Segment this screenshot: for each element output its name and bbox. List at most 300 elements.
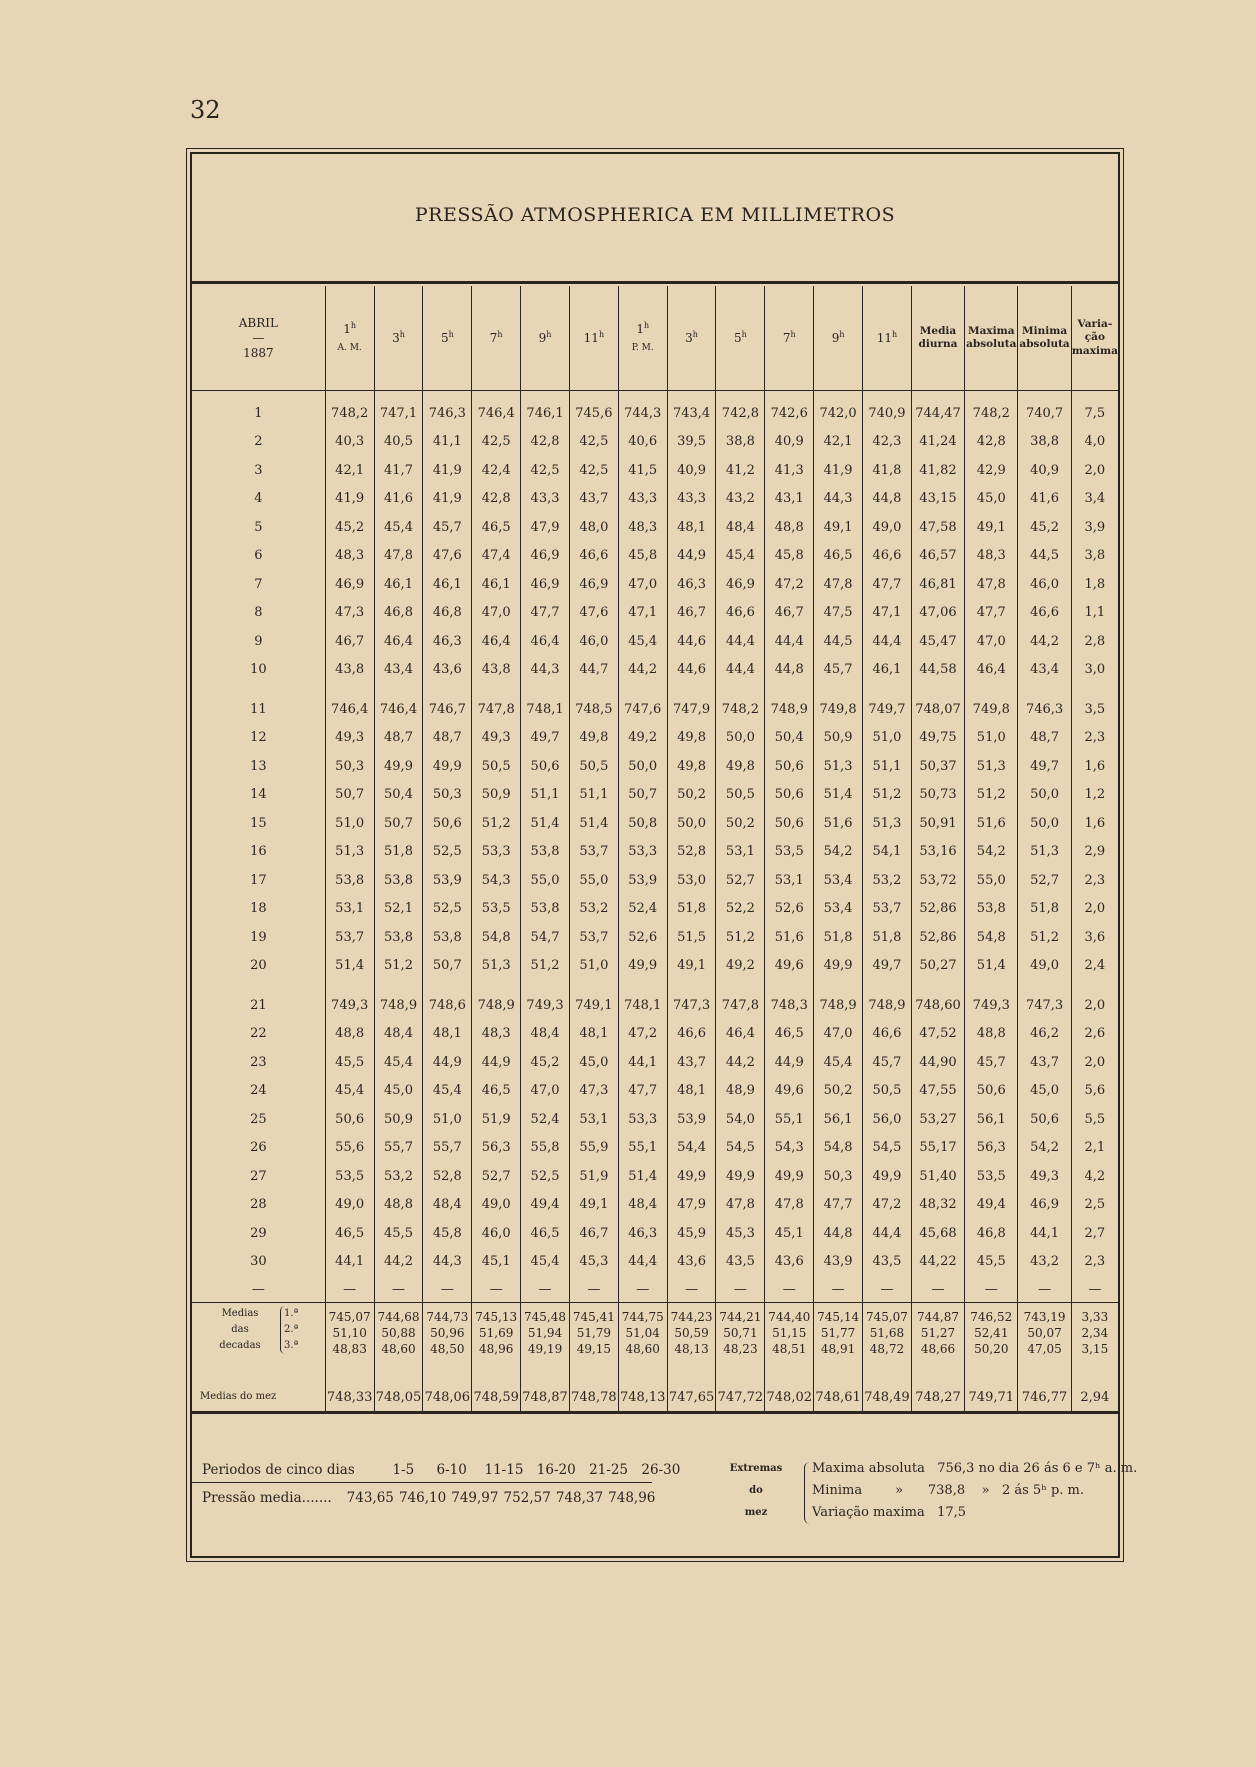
value-cell: 43,3 <box>667 485 716 514</box>
hour-header: 11$^h$ <box>863 286 912 391</box>
value-cell: 47,7 <box>521 599 570 628</box>
value-cell: 46,6 <box>1018 599 1071 628</box>
value-cell: 52,1 <box>374 895 423 924</box>
table-title: PRESSÃO ATMOSPHERICA EM MILLIMETROS <box>414 204 896 226</box>
table-row <box>192 627 1118 656</box>
value-cell: 746,7 <box>423 684 472 724</box>
value-cell: 5,5 <box>1071 1105 1118 1134</box>
decade-value: 744,23 <box>670 1310 713 1324</box>
value-cell: 41,6 <box>374 485 423 514</box>
value-cell: 49,7 <box>521 724 570 753</box>
value-cell: 46,1 <box>423 570 472 599</box>
day-cell: 8 <box>254 605 263 621</box>
value-cell: 52,86 <box>911 895 964 924</box>
value-cell: 45,9 <box>667 1219 716 1248</box>
value-cell: 48,7 <box>423 724 472 753</box>
value-cell: 50,6 <box>325 1105 374 1134</box>
day-cell: 16 <box>250 844 267 860</box>
value-cell: 47,1 <box>863 599 912 628</box>
value-cell: 749,1 <box>569 980 618 1020</box>
value-cell: 41,3 <box>765 456 814 485</box>
value-cell: 46,7 <box>765 599 814 628</box>
value-cell: 50,6 <box>765 752 814 781</box>
value-cell: 56,3 <box>472 1134 521 1163</box>
value-cell: 747,1 <box>374 391 423 428</box>
value-cell: 2,4 <box>1071 952 1118 981</box>
value-cell: 748,9 <box>472 980 521 1020</box>
decade-value: 744,87 <box>917 1310 959 1324</box>
decade-value: 52,41 <box>974 1326 1009 1340</box>
decade-value-cell <box>569 1303 618 1358</box>
table-row <box>192 752 1118 781</box>
value-cell: 44,6 <box>667 656 716 685</box>
value-cell: 50,2 <box>667 781 716 810</box>
value-cell: 46,6 <box>667 1020 716 1049</box>
value-cell: 49,9 <box>618 952 667 981</box>
dash-cell: — <box>618 1276 667 1303</box>
decade-value-cell <box>765 1303 814 1358</box>
value-cell: 47,3 <box>569 1077 618 1106</box>
value-cell: 50,0 <box>1018 781 1071 810</box>
value-cell: 748,6 <box>423 980 472 1020</box>
value-cell: 46,81 <box>911 570 964 599</box>
value-cell: 45,7 <box>863 1048 912 1077</box>
value-cell: 53,3 <box>618 1105 667 1134</box>
day-cell: 2 <box>254 434 263 450</box>
value-cell: 44,9 <box>472 1048 521 1077</box>
month-mean-value: 2,94 <box>1071 1357 1118 1413</box>
value-cell: 52,4 <box>521 1105 570 1134</box>
value-cell: 49,75 <box>911 724 964 753</box>
value-cell: 50,0 <box>1018 809 1071 838</box>
value-cell: 55,0 <box>521 866 570 895</box>
value-cell: 45,3 <box>716 1219 765 1248</box>
value-cell: 51,8 <box>814 923 863 952</box>
value-cell: 47,55 <box>911 1077 964 1106</box>
value-cell: 47,3 <box>325 599 374 628</box>
value-cell: 41,6 <box>1018 485 1071 514</box>
month-mean-value: 748,06 <box>423 1357 472 1413</box>
value-cell: 44,4 <box>863 627 912 656</box>
value-cell: 748,3 <box>765 980 814 1020</box>
decade-value: 48,96 <box>479 1342 514 1356</box>
value-cell: 51,8 <box>1018 895 1071 924</box>
value-cell: 1,6 <box>1071 752 1118 781</box>
decade-value-cell <box>325 1303 374 1358</box>
decade-value: 50,07 <box>1027 1326 1062 1340</box>
value-cell: 53,3 <box>472 838 521 867</box>
decade-value: 745,14 <box>817 1310 860 1324</box>
value-cell: 41,82 <box>911 456 964 485</box>
value-cell: 56,1 <box>814 1105 863 1134</box>
pm-label: P. M. <box>631 343 654 354</box>
value-cell: 49,0 <box>863 513 912 542</box>
value-cell: 44,4 <box>863 1219 912 1248</box>
decade-value: 48,83 <box>332 1342 367 1356</box>
hour-header: 1$^h$ A. M. <box>325 286 374 391</box>
month-mean-value: 748,33 <box>325 1357 374 1413</box>
value-cell: 4,2 <box>1071 1162 1118 1191</box>
value-cell: 49,0 <box>472 1191 521 1220</box>
value-cell: 46,9 <box>521 570 570 599</box>
decade-value-cell <box>863 1303 912 1358</box>
value-cell: 51,2 <box>472 809 521 838</box>
value-cell: 46,1 <box>374 570 423 599</box>
value-cell: 45,0 <box>569 1048 618 1077</box>
value-cell: 49,7 <box>1018 752 1071 781</box>
value-cell: 45,1 <box>765 1219 814 1248</box>
value-cell: 48,1 <box>569 1020 618 1049</box>
value-cell: 53,8 <box>325 866 374 895</box>
value-cell: 46,3 <box>423 627 472 656</box>
value-cell: 748,9 <box>863 980 912 1020</box>
table-row <box>192 838 1118 867</box>
table-row <box>192 684 1118 724</box>
value-cell: 5,6 <box>1071 1077 1118 1106</box>
decade-value: 2,34 <box>1081 1326 1109 1340</box>
value-cell: 52,7 <box>472 1162 521 1191</box>
value-cell: 46,4 <box>716 1020 765 1049</box>
hour-header: 9$^h$ <box>521 286 570 391</box>
value-cell: 44,5 <box>814 627 863 656</box>
value-cell: 746,3 <box>423 391 472 428</box>
period-value: 21-25 <box>589 1462 628 1478</box>
decade-value-cell <box>423 1303 472 1358</box>
value-cell: 51,2 <box>1018 923 1071 952</box>
decade-value: 48,91 <box>820 1342 856 1356</box>
value-cell: 47,2 <box>863 1191 912 1220</box>
decade-value: 48,51 <box>772 1342 807 1356</box>
value-cell: 746,4 <box>472 391 521 428</box>
value-cell: 50,5 <box>716 781 765 810</box>
value-cell: 52,8 <box>423 1162 472 1191</box>
value-cell: 748,1 <box>521 684 570 724</box>
value-cell: 51,1 <box>521 781 570 810</box>
value-cell: 2,0 <box>1071 895 1118 924</box>
dash-cell: — <box>1071 1276 1118 1303</box>
value-cell: 51,2 <box>863 781 912 810</box>
pressure-table <box>192 286 1118 1414</box>
value-cell: 50,27 <box>911 952 964 981</box>
value-cell: 749,3 <box>965 980 1018 1020</box>
variacao-maxima-header: Varia- ção maxima <box>1071 286 1118 391</box>
value-cell: 44,5 <box>1018 542 1071 571</box>
decade-value: 51,10 <box>332 1326 367 1340</box>
value-cell: 44,3 <box>521 656 570 685</box>
value-cell: 45,8 <box>618 542 667 571</box>
value-cell: 45,4 <box>423 1077 472 1106</box>
value-cell: 3,6 <box>1071 923 1118 952</box>
value-cell: 46,5 <box>472 513 521 542</box>
value-cell: 47,8 <box>765 1191 814 1220</box>
value-cell: 748,9 <box>765 684 814 724</box>
decade-value: 746,52 <box>970 1310 1013 1324</box>
extreme-max-line: Maxima absoluta 756,3 no dia 26 ás 6 e 7ʰ a. m. <box>812 1461 1138 1476</box>
value-cell: 50,91 <box>911 809 964 838</box>
value-cell: 742,8 <box>716 391 765 428</box>
value-cell: 45,5 <box>325 1048 374 1077</box>
value-cell: 53,8 <box>374 923 423 952</box>
value-cell: 41,7 <box>374 456 423 485</box>
value-cell: 53,1 <box>325 895 374 924</box>
dash-cell: — <box>521 1276 570 1303</box>
value-cell: 51,0 <box>325 809 374 838</box>
value-cell: 50,6 <box>521 752 570 781</box>
value-cell: 44,3 <box>814 485 863 514</box>
year-label: 1887 <box>243 345 274 360</box>
hour-header: 9$^h$ <box>814 286 863 391</box>
value-cell: 44,4 <box>618 1248 667 1277</box>
value-cell: 53,1 <box>716 838 765 867</box>
value-cell: 2,0 <box>1071 980 1118 1020</box>
value-cell: 48,0 <box>569 513 618 542</box>
value-cell: 47,8 <box>814 570 863 599</box>
value-cell: 45,8 <box>765 542 814 571</box>
value-cell: 747,3 <box>667 980 716 1020</box>
value-cell: 51,3 <box>863 809 912 838</box>
month-mean-value: 748,27 <box>911 1357 964 1413</box>
value-cell: 44,8 <box>863 485 912 514</box>
value-cell: 43,8 <box>325 656 374 685</box>
value-cell: 39,5 <box>667 428 716 457</box>
value-cell: 46,8 <box>423 599 472 628</box>
value-cell: 43,1 <box>765 485 814 514</box>
value-cell: 45,4 <box>521 1248 570 1277</box>
value-cell: 46,0 <box>569 627 618 656</box>
value-cell: 44,6 <box>667 627 716 656</box>
value-cell: 43,15 <box>911 485 964 514</box>
value-cell: 50,7 <box>423 952 472 981</box>
value-cell: 44,90 <box>911 1048 964 1077</box>
value-cell: 47,7 <box>814 1191 863 1220</box>
value-cell: 48,32 <box>911 1191 964 1220</box>
day-cell: 24 <box>250 1083 267 1099</box>
value-cell: 52,4 <box>618 895 667 924</box>
value-cell: 43,5 <box>716 1248 765 1277</box>
value-cell: 53,9 <box>423 866 472 895</box>
value-cell: 748,2 <box>716 684 765 724</box>
minima-absoluta-header: Minima absoluta <box>1018 286 1071 391</box>
value-cell: 51,6 <box>965 809 1018 838</box>
value-cell: 54,8 <box>472 923 521 952</box>
table-row <box>192 1020 1118 1049</box>
value-cell: 38,8 <box>716 428 765 457</box>
dash-cell: — <box>863 1276 912 1303</box>
period-value: 11-15 <box>484 1462 524 1478</box>
value-cell: 53,1 <box>765 866 814 895</box>
value-cell: 51,4 <box>569 809 618 838</box>
value-cell: 49,0 <box>325 1191 374 1220</box>
value-cell: 53,8 <box>423 923 472 952</box>
extremes-label: Extremas do mez <box>729 1463 783 1518</box>
value-cell: 1,8 <box>1071 570 1118 599</box>
day-cell: 12 <box>250 730 267 746</box>
value-cell: 51,4 <box>618 1162 667 1191</box>
value-cell: 48,3 <box>325 542 374 571</box>
value-cell: 55,1 <box>618 1134 667 1163</box>
value-cell: 47,0 <box>965 627 1018 656</box>
value-cell: 51,4 <box>325 952 374 981</box>
table-row <box>192 428 1118 457</box>
value-cell: 46,8 <box>965 1219 1018 1248</box>
value-cell: 54,2 <box>1018 1134 1071 1163</box>
value-cell: 42,1 <box>814 428 863 457</box>
value-cell: 44,1 <box>1018 1219 1071 1248</box>
value-cell: 44,1 <box>325 1248 374 1277</box>
decade-value: 50,59 <box>674 1326 709 1340</box>
decade-value: 744,75 <box>621 1310 664 1324</box>
value-cell: 42,8 <box>965 428 1018 457</box>
value-cell: 2,0 <box>1071 456 1118 485</box>
dash-cell: — <box>716 1276 765 1303</box>
value-cell: 43,5 <box>863 1248 912 1277</box>
value-cell: 43,9 <box>814 1248 863 1277</box>
value-cell: 747,6 <box>618 684 667 724</box>
value-cell: 749,7 <box>863 684 912 724</box>
value-cell: 42,4 <box>472 456 521 485</box>
page-number: 32 <box>190 96 221 124</box>
value-cell: 50,3 <box>423 781 472 810</box>
value-cell: 51,0 <box>863 724 912 753</box>
day-cell: 15 <box>250 815 267 831</box>
decade-value-cell <box>374 1303 423 1358</box>
value-cell: 45,7 <box>814 656 863 685</box>
value-cell: 49,2 <box>618 724 667 753</box>
value-cell: 45,2 <box>521 1048 570 1077</box>
value-cell: 2,3 <box>1071 866 1118 895</box>
value-cell: 50,9 <box>814 724 863 753</box>
value-cell: 46,9 <box>325 570 374 599</box>
value-cell: 44,2 <box>1018 627 1071 656</box>
value-cell: 42,5 <box>472 428 521 457</box>
value-cell: 45,5 <box>374 1219 423 1248</box>
value-cell: 1,6 <box>1071 809 1118 838</box>
mean-pressure-label: Pressão media....... <box>202 1490 332 1506</box>
value-cell: 54,8 <box>814 1134 863 1163</box>
value-cell: 45,4 <box>374 513 423 542</box>
decade-value-cell <box>965 1303 1018 1358</box>
month-mean-value: 746,77 <box>1018 1357 1071 1413</box>
decade-label: Medias das decadas 1.ª 2.ª 3.ª <box>192 1303 325 1358</box>
table-row <box>192 1077 1118 1106</box>
value-cell: 46,9 <box>569 570 618 599</box>
value-cell: 48,4 <box>521 1020 570 1049</box>
value-cell: 55,0 <box>965 866 1018 895</box>
value-cell: 47,06 <box>911 599 964 628</box>
value-cell: 45,0 <box>374 1077 423 1106</box>
value-cell: 42,8 <box>472 485 521 514</box>
value-cell: 54,2 <box>965 838 1018 867</box>
daily-rows <box>192 391 1118 1303</box>
table-row <box>192 809 1118 838</box>
value-cell: 54,4 <box>667 1134 716 1163</box>
value-cell: 53,9 <box>667 1105 716 1134</box>
value-cell: 43,7 <box>667 1048 716 1077</box>
value-cell: 47,0 <box>472 599 521 628</box>
value-cell: 46,0 <box>472 1219 521 1248</box>
value-cell: 45,0 <box>965 485 1018 514</box>
value-cell: 51,2 <box>716 923 765 952</box>
value-cell: 48,4 <box>423 1191 472 1220</box>
value-cell: 45,1 <box>472 1248 521 1277</box>
month-mean-value: 748,59 <box>472 1357 521 1413</box>
value-cell: 51,3 <box>965 752 1018 781</box>
value-cell: 50,6 <box>423 809 472 838</box>
month-mean-value: 748,13 <box>618 1357 667 1413</box>
table-row <box>192 570 1118 599</box>
value-cell: 48,1 <box>423 1020 472 1049</box>
decade-value-cell <box>814 1303 863 1358</box>
periods-row <box>202 1462 685 1478</box>
value-cell: 41,9 <box>814 456 863 485</box>
value-cell: 45,0 <box>1018 1077 1071 1106</box>
value-cell: 44,7 <box>569 656 618 685</box>
decade-value: 744,40 <box>768 1310 811 1324</box>
value-cell: 747,8 <box>716 980 765 1020</box>
value-cell: 47,2 <box>765 570 814 599</box>
value-cell: 2,9 <box>1071 838 1118 867</box>
value-cell: 45,5 <box>965 1248 1018 1277</box>
value-cell: 49,8 <box>667 724 716 753</box>
value-cell: 3,5 <box>1071 684 1118 724</box>
value-cell: 50,0 <box>618 752 667 781</box>
value-cell: 52,7 <box>716 866 765 895</box>
value-cell: 44,58 <box>911 656 964 685</box>
table-row <box>192 599 1118 628</box>
value-cell: 54,3 <box>765 1134 814 1163</box>
value-cell: 47,58 <box>911 513 964 542</box>
decade-value: 745,07 <box>328 1310 371 1324</box>
value-cell: 41,2 <box>716 456 765 485</box>
dash-row <box>192 1276 1118 1303</box>
value-cell: 50,7 <box>325 781 374 810</box>
value-cell: 46,5 <box>325 1219 374 1248</box>
value-cell: 51,2 <box>374 952 423 981</box>
value-cell: 46,2 <box>1018 1020 1071 1049</box>
decade-value: 743,19 <box>1023 1310 1066 1324</box>
dash-cell: — <box>765 1276 814 1303</box>
value-cell: 49,1 <box>965 513 1018 542</box>
value-cell: 48,3 <box>618 513 667 542</box>
decade-value: 48,60 <box>381 1342 416 1356</box>
value-cell: 748,2 <box>965 391 1018 428</box>
value-cell: 53,8 <box>965 895 1018 924</box>
value-cell: 41,1 <box>423 428 472 457</box>
dash-cell: — <box>569 1276 618 1303</box>
month-mean-value: 748,78 <box>569 1357 618 1413</box>
value-cell: 41,24 <box>911 428 964 457</box>
value-cell: 51,8 <box>863 923 912 952</box>
value-cell: 51,9 <box>569 1162 618 1191</box>
value-cell: 49,9 <box>423 752 472 781</box>
value-cell: 48,7 <box>374 724 423 753</box>
day-cell: 10 <box>250 662 267 678</box>
value-cell: 54,2 <box>814 838 863 867</box>
value-cell: 44,4 <box>716 656 765 685</box>
value-cell: 49,9 <box>765 1162 814 1191</box>
value-cell: 52,6 <box>618 923 667 952</box>
decade-value: 3,33 <box>1081 1310 1109 1324</box>
decade-value-cell <box>618 1303 667 1358</box>
value-cell: 53,5 <box>965 1162 1018 1191</box>
value-cell: 49,9 <box>863 1162 912 1191</box>
value-cell: 50,37 <box>911 752 964 781</box>
value-cell: 54,5 <box>863 1134 912 1163</box>
value-cell: 49,8 <box>716 752 765 781</box>
mean-pressure-row <box>202 1490 656 1506</box>
table-row <box>192 895 1118 924</box>
value-cell: 47,8 <box>716 1191 765 1220</box>
